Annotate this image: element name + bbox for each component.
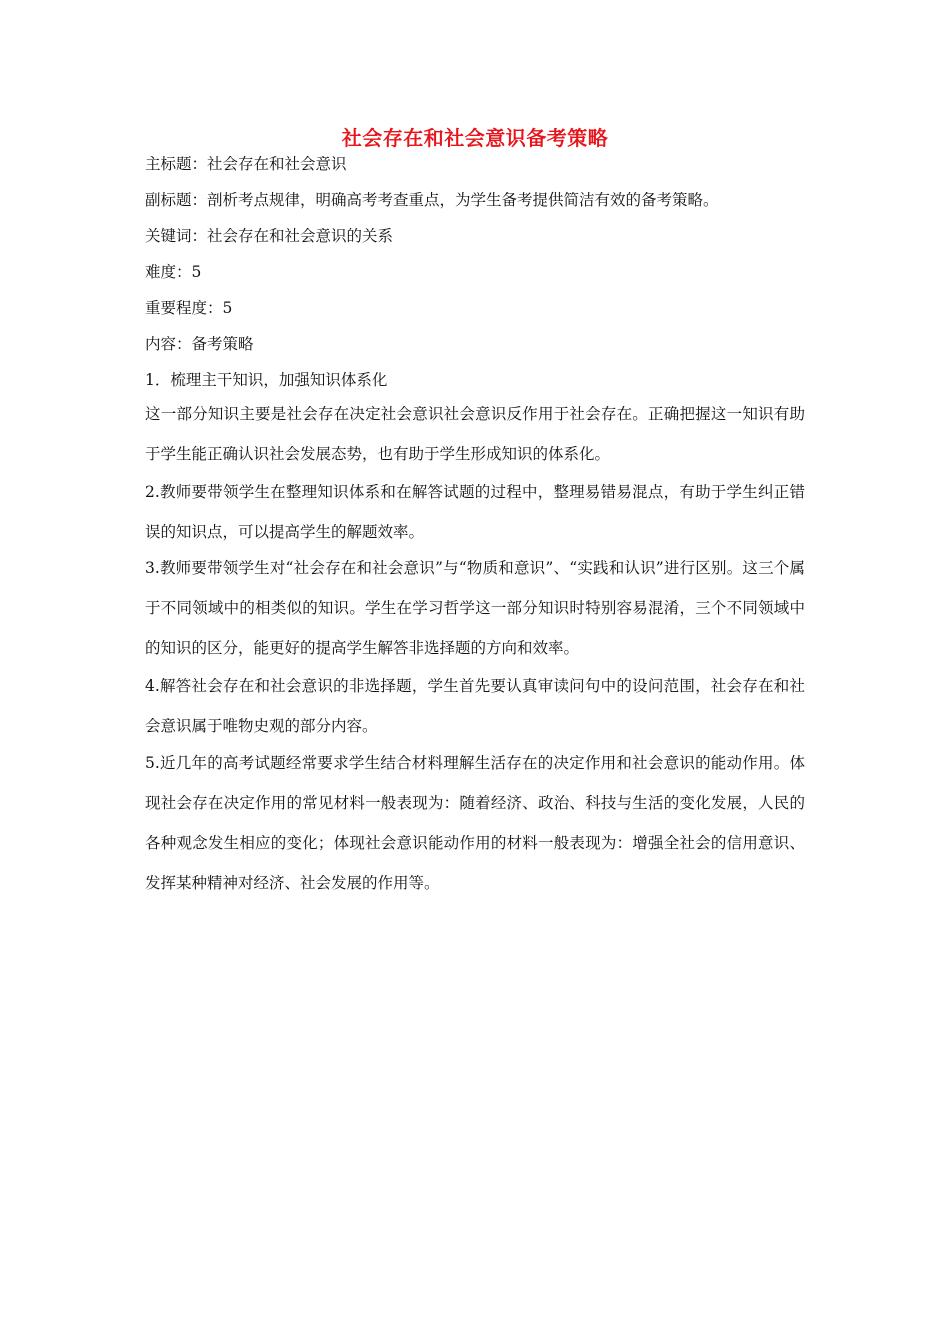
- keywords-line: 关键词：社会存在和社会意识的关系: [145, 227, 394, 245]
- content-line: 内容：备考策略: [145, 335, 254, 353]
- section3-paragraph: [145, 548, 805, 668]
- document-title: 社会存在和社会意识备考策略: [341, 126, 609, 150]
- main-title-line: 主标题：社会存在和社会意识: [145, 155, 347, 173]
- section5-text: 5.近几年的高考试题经常要求学生结合材料理解生活存在的决定作用和社会意识的能动作用。体现社会存在决定作用的常见材料一般表现为：随着经济、政治、科技与生活的变化发展，人民的各种观念发生相应的变化；体现社会意识能动作用的材料一般表现为：增强全社会的信用意识、发挥某种精神对经济、社会发展的作用等。: [145, 754, 805, 892]
- section4-text: 4.解答社会存在和社会意识的非选择题，学生首先要认真审读问句中的设问范围，社会存在和社会意识属于唯物史观的部分内容。: [145, 677, 805, 735]
- section4-paragraph: [145, 666, 805, 746]
- section1-heading: 1．梳理主干知识，加强知识体系化: [145, 371, 388, 389]
- section2-text: 2.教师要带领学生在整理知识体系和在解答试题的过程中，整理易错易混点，有助于学生纠正错误的知识点，可以提高学生的解题效率。: [145, 483, 805, 541]
- section2-paragraph: [145, 472, 805, 552]
- section3-text: 3.教师要带领学生对“社会存在和社会意识”与“物质和意识”、“实践和认识”进行区别。这三个属于不同领域中的相类似的知识。学生在学习哲学这一部分知识时特别容易混淆，三个不同领域中的知识的区分，能更好的提高学生解答非选择题的方向和效率。: [145, 559, 805, 657]
- section1-text: 这一部分知识主要是社会存在决定社会意识社会意识反作用于社会存在。正确把握这一知识有助于学生能正确认识社会发展态势，也有助于学生形成知识的体系化。: [145, 405, 805, 463]
- subtitle-line: 副标题：剖析考点规律，明确高考考查重点，为学生备考提供简洁有效的备考策略。: [145, 191, 719, 209]
- section1-paragraph: [145, 394, 805, 474]
- section5-paragraph: [145, 743, 805, 903]
- difficulty-line: 难度：5: [145, 263, 202, 281]
- importance-line: 重要程度：5: [145, 299, 233, 317]
